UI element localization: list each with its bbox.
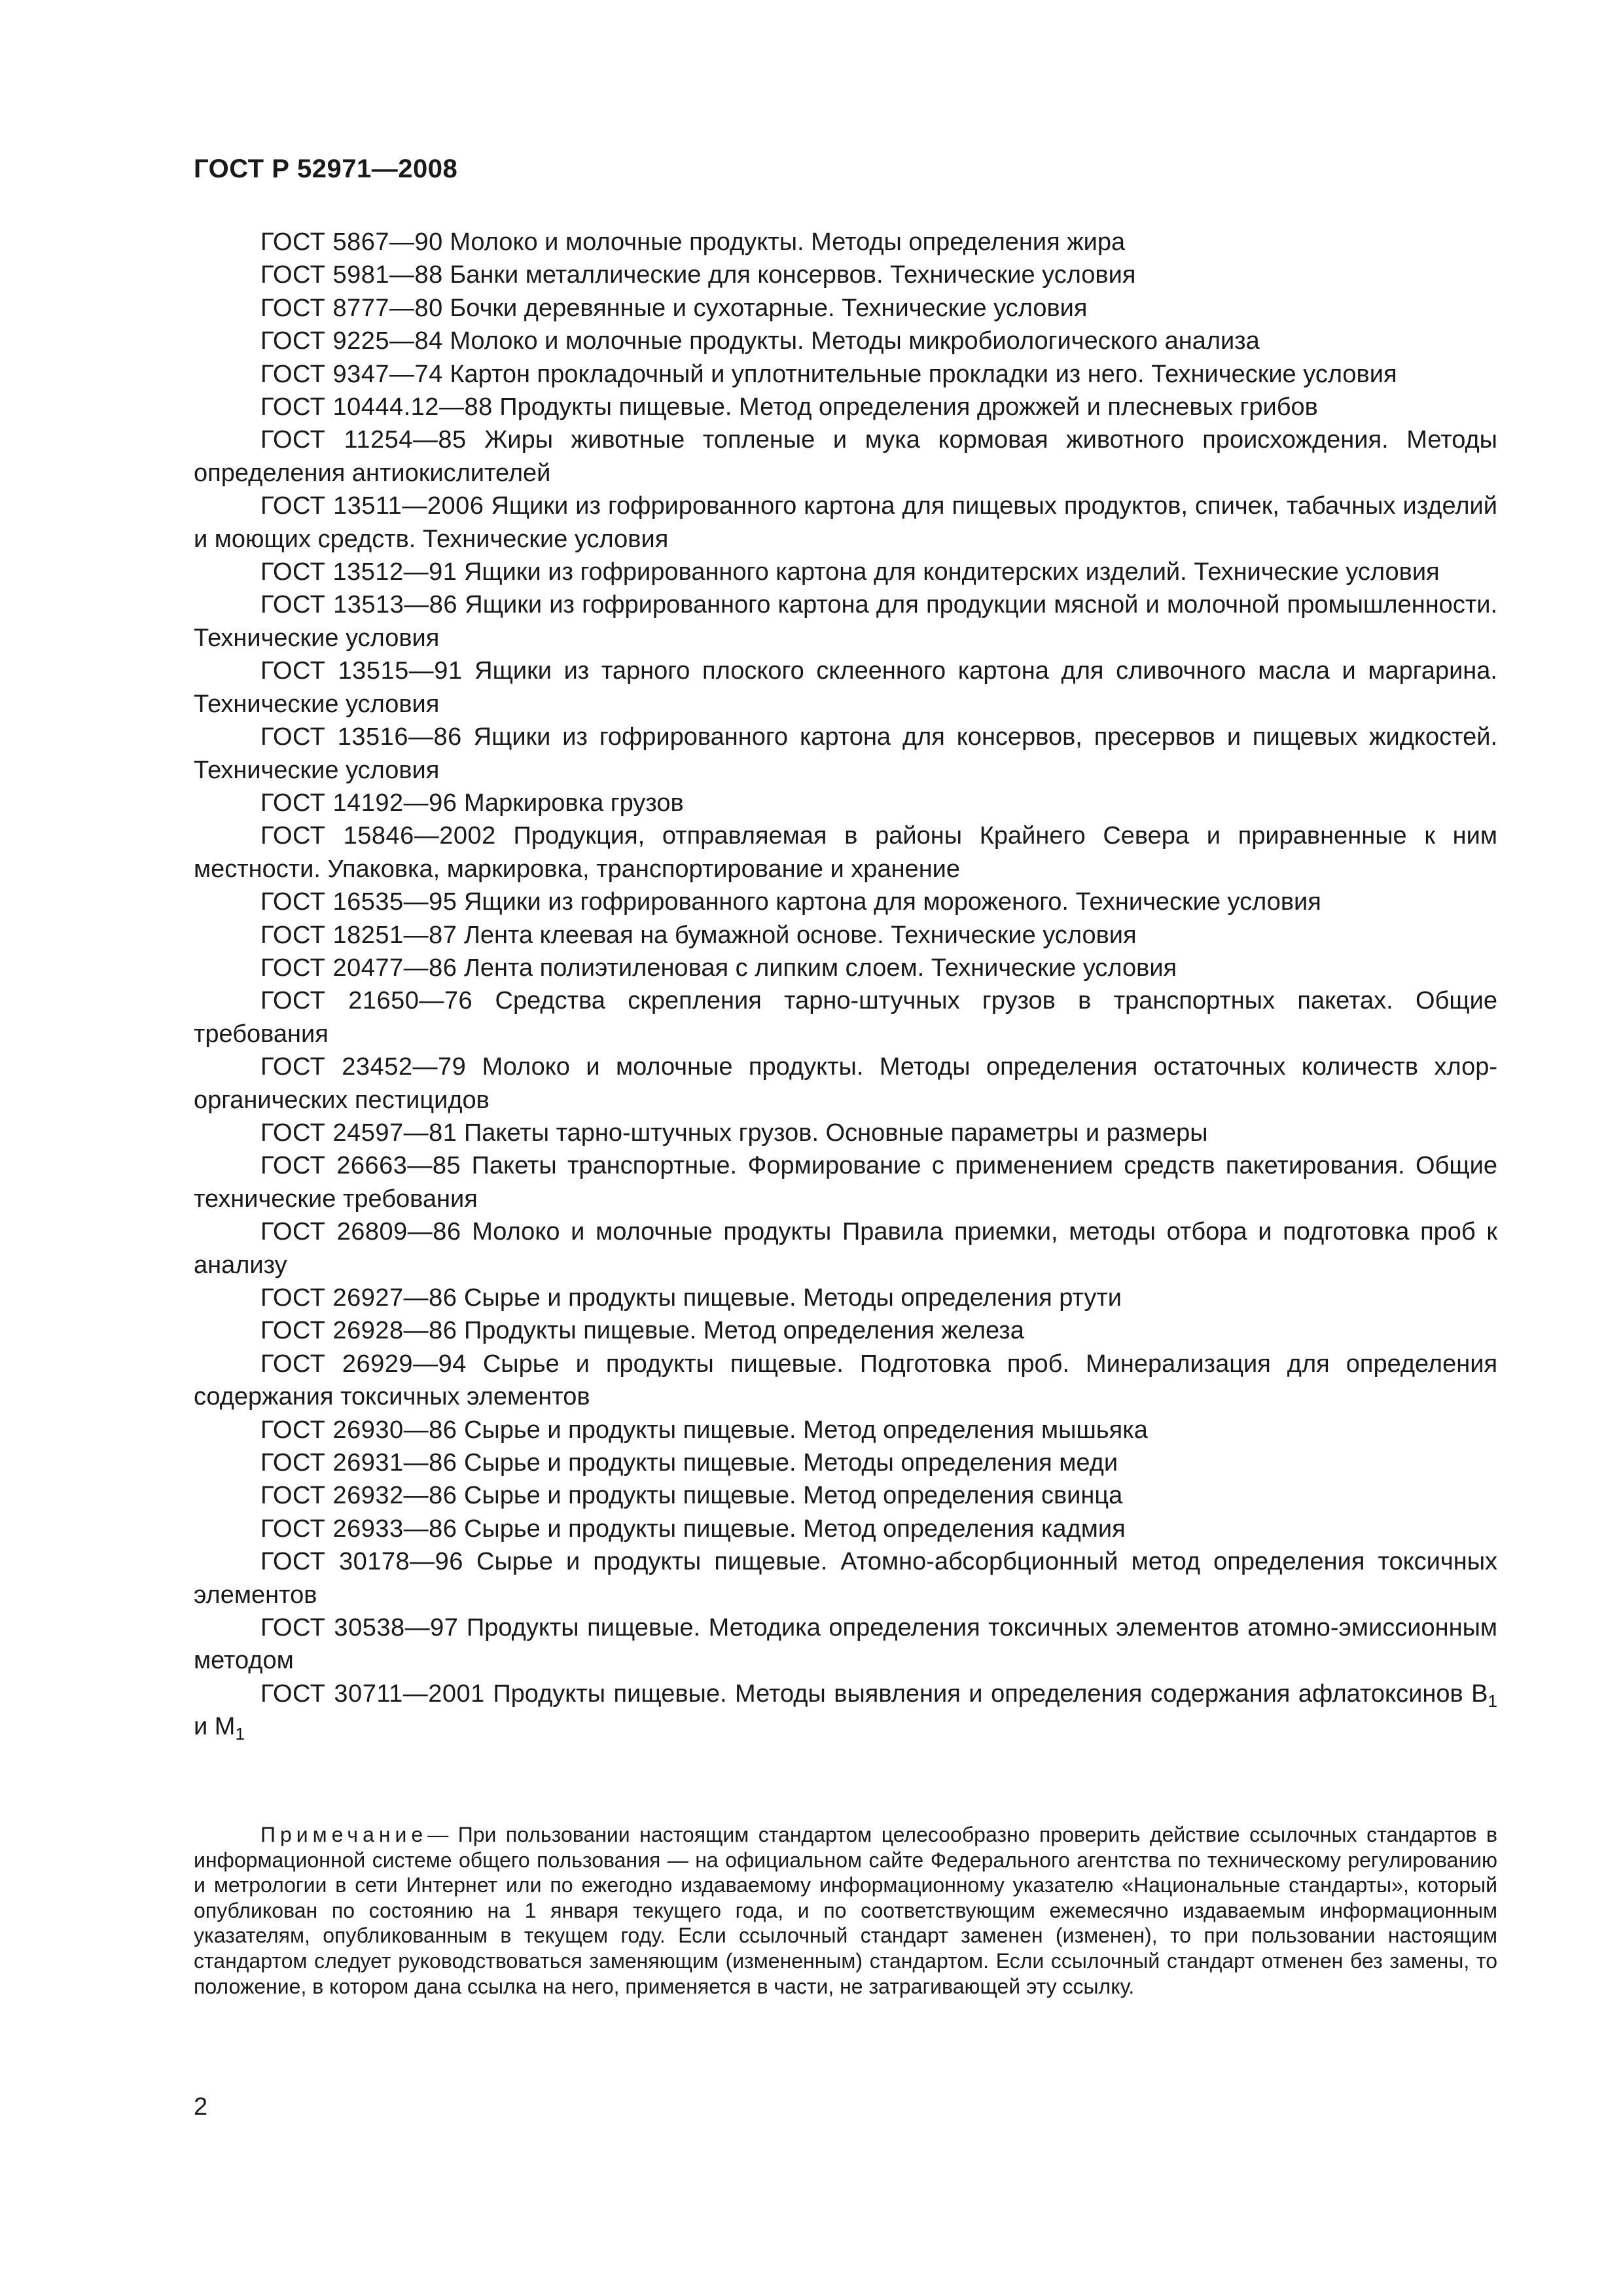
reference-title: Сырье и продукты пищевые. Методы определения ртути — [463, 1284, 1122, 1312]
subscript: 1 — [235, 1724, 245, 1744]
reference-code: ГОСТ 9225—84 — [260, 327, 443, 355]
reference-title: Средства скрепления тарно-штучных грузов в транспортных пакетах. Общие требования — [194, 987, 1498, 1048]
reference-item — [194, 1050, 1497, 1117]
reference-item — [194, 556, 1497, 588]
reference-code: ГОСТ 5867—90 — [260, 228, 443, 256]
reference-item — [194, 490, 1497, 556]
reference-item — [194, 1513, 1497, 1545]
reference-code: ГОСТ 5981—88 — [260, 261, 443, 289]
reference-title: Молоко и молочные продукты. Методы определения жира — [450, 228, 1126, 256]
reference-title: Ящики из тарного плоского склеенного картона для сливочного масла и маргарина. Технические условия — [194, 657, 1497, 718]
reference-code: ГОСТ 26927—86 — [260, 1284, 457, 1312]
reference-code: ГОСТ 20477—86 — [260, 954, 457, 982]
reference-item — [194, 886, 1497, 918]
reference-item — [194, 819, 1497, 886]
reference-title: Лента полиэтиленовая с липким слоем. Технические условия — [463, 954, 1177, 982]
reference-title: Картон прокладочный и уплотнительные прокладки из него. Технические условия — [450, 360, 1397, 388]
reference-item — [194, 423, 1497, 490]
reference-item — [194, 358, 1497, 391]
note-label: Примечание — [260, 1823, 428, 1846]
reference-title: Ящики из гофрированного картона для продукции мясной и молочной промышленности. Технические условия — [194, 591, 1498, 652]
note-paragraph — [194, 1822, 1497, 1999]
reference-code: ГОСТ 15846—2002 — [260, 822, 496, 850]
reference-item — [194, 1282, 1497, 1314]
reference-code: ГОСТ 26928—86 — [260, 1317, 457, 1345]
reference-code: ГОСТ 23452—79 — [260, 1053, 467, 1081]
reference-title: Сырье и продукты пищевые. Метод определения кадмия — [463, 1515, 1126, 1543]
reference-title-continued: и M — [194, 1713, 236, 1741]
reference-title: Молоко и молочные продукты. Методы определения остаточных количеств хлорорганических пестицидов — [194, 1053, 1498, 1114]
reference-item — [194, 391, 1497, 423]
reference-code: ГОСТ 30711—2001 — [260, 1679, 485, 1708]
reference-code: ГОСТ 26933—86 — [260, 1515, 457, 1543]
reference-code: ГОСТ 8777—80 — [260, 294, 443, 322]
reference-item — [194, 919, 1497, 952]
reference-item — [194, 1611, 1497, 1677]
reference-code: ГОСТ 26932—86 — [260, 1482, 457, 1510]
reference-item — [194, 1446, 1497, 1479]
reference-title: Ящики из гофрированного картона для пищевых продуктов, спичек, табачных изделий и моющих средств. Технические условия — [194, 492, 1497, 553]
document-header: ГОСТ Р 52971—2008 — [194, 154, 458, 183]
reference-code: ГОСТ 13512—91 — [260, 558, 457, 586]
reference-title: Сырье и продукты пищевые. Атомно-абсорбционный метод определения токсичных элементов — [194, 1548, 1498, 1609]
reference-title: Пакеты тарно-штучных грузов. Основные параметры и размеры — [463, 1119, 1208, 1147]
reference-code: ГОСТ 26931—86 — [260, 1449, 457, 1477]
reference-item — [194, 984, 1497, 1050]
reference-code: ГОСТ 26809—86 — [260, 1218, 461, 1246]
reference-item — [194, 1348, 1497, 1414]
reference-title: Пакеты транспортные. Формирование с применением средств пакетирования. Общие технические требования — [194, 1152, 1498, 1213]
reference-title: Сырье и продукты пищевые. Метод определения мышьяка — [463, 1416, 1148, 1444]
reference-code: ГОСТ 16535—95 — [260, 888, 457, 916]
note-text: — При пользовании настоящим стандартом целесообразно проверить действие ссылочных стандартов в информационной системе общего пользования — на официальном сайте Федерального агентства по техническому регулированию и метрологии в сети Интернет или по ежегодно издаваемому информационному указателю «Национальные стандарты», который опубликован по состоянию на 1 января текущего года, и по соответствующим ежемесячно издаваемым информационным указателям, опубликованным в текущем году. Если ссылочный стандарт заменен (изменен), то при пользовании настоящим стандартом следует руководствоваться заменяющим (измененным) стандартом. Если ссылочный стандарт отменен без замены, то положение, в котором дана ссылка на него, применяется в части, не затрагивающей эту ссылку. — [194, 1823, 1497, 1998]
reference-title: Сырье и продукты пищевые. Подготовка проб. Минерализация для определения содержания токсичных элементов — [194, 1350, 1498, 1411]
reference-item — [194, 259, 1497, 291]
reference-item — [194, 952, 1497, 984]
reference-title: Молоко и молочные продукты. Методы микробиологического анализа — [450, 327, 1260, 355]
reference-code: ГОСТ 13515—91 — [260, 657, 463, 685]
reference-title: Ящики из гофрированного картона для кондитерских изделий. Технические условия — [463, 558, 1440, 586]
reference-title: Молоко и молочные продукты Правила приемки, методы отбора и подготовка проб к анализу — [194, 1218, 1497, 1279]
reference-title: Продукция, отправляемая в районы Крайнего Севера и приравненные к ним местности. Упаковка, маркировка, транспортирование и хранение — [194, 822, 1498, 883]
reference-title: Маркировка грузов — [463, 789, 684, 817]
reference-item — [194, 292, 1497, 325]
reference-code: ГОСТ 13513—86 — [260, 591, 458, 619]
reference-title: Жиры животные топленые и мука кормовая животного происхождения. Методы определения антиокислителей — [194, 426, 1497, 487]
subscript: 1 — [1488, 1691, 1497, 1711]
reference-item — [194, 226, 1497, 259]
reference-item — [194, 1149, 1497, 1215]
reference-title: Продукты пищевые. Методы выявления и определения содержания афлатоксинов B — [493, 1679, 1488, 1708]
reference-title: Лента клеевая на бумажной основе. Технические условия — [463, 921, 1137, 949]
reference-item — [194, 1677, 1497, 1744]
reference-code: ГОСТ 10444.12—88 — [260, 393, 493, 422]
reference-title: Продукты пищевые. Методика определения токсичных элементов атомно-эмиссионным методом — [194, 1614, 1498, 1675]
reference-code: ГОСТ 18251—87 — [260, 921, 457, 949]
reference-code: ГОСТ 24597—81 — [260, 1119, 457, 1147]
page-number: 2 — [194, 2093, 208, 2121]
reference-item — [194, 1414, 1497, 1446]
reference-title: Продукты пищевые. Метод определения дрожжей и плесневых грибов — [499, 393, 1318, 422]
reference-code: ГОСТ 13516—86 — [260, 723, 462, 751]
reference-item — [194, 787, 1497, 819]
reference-code: ГОСТ 26930—86 — [260, 1416, 457, 1444]
reference-title: Продукты пищевые. Метод определения железа — [463, 1317, 1024, 1345]
reference-item — [194, 1479, 1497, 1512]
reference-title: Бочки деревянные и сухотарные. Технические условия — [450, 294, 1088, 322]
reference-title: Банки металлические для консервов. Технические условия — [450, 261, 1136, 289]
normative-references-list — [194, 226, 1497, 1744]
reference-title: Ящики из гофрированного картона для мороженого. Технические условия — [463, 888, 1321, 916]
reference-item — [194, 721, 1497, 787]
reference-code: ГОСТ 30178—96 — [260, 1548, 463, 1576]
reference-code: ГОСТ 11254—85 — [260, 426, 467, 454]
reference-item — [194, 1314, 1497, 1347]
reference-item — [194, 1117, 1497, 1149]
reference-item — [194, 1545, 1497, 1611]
reference-item — [194, 655, 1497, 721]
reference-title: Сырье и продукты пищевые. Методы определения меди — [463, 1449, 1118, 1477]
reference-item — [194, 325, 1497, 357]
reference-code: ГОСТ 14192—96 — [260, 789, 457, 817]
reference-code: ГОСТ 13511—2006 — [260, 492, 484, 520]
reference-code: ГОСТ 26663—85 — [260, 1152, 461, 1180]
reference-item — [194, 588, 1497, 655]
reference-title: Ящики из гофрированного картона для консервов, пресервов и пищевых жидкостей. Технические условия — [194, 723, 1498, 784]
reference-title: Сырье и продукты пищевые. Метод определения свинца — [463, 1482, 1123, 1510]
reference-code: ГОСТ 9347—74 — [260, 360, 443, 388]
reference-code: ГОСТ 26929—94 — [260, 1350, 467, 1378]
reference-item — [194, 1215, 1497, 1282]
reference-code: ГОСТ 21650—76 — [260, 987, 473, 1015]
reference-code: ГОСТ 30538—97 — [260, 1614, 459, 1642]
reference-items — [194, 226, 1497, 1677]
